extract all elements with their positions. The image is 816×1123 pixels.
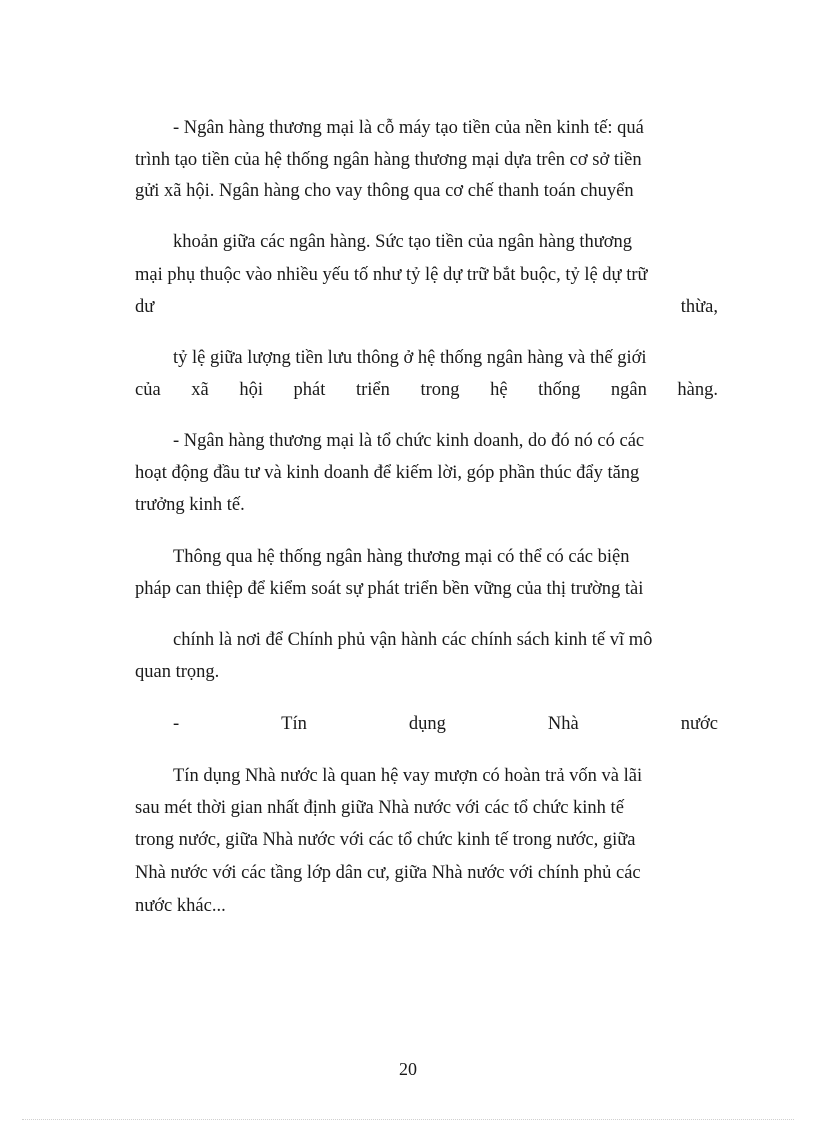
page-number: 20 [399, 1059, 417, 1079]
text-line: chính là nơi để Chính phủ vận hành các chính sách kinh tế vĩ mô [173, 630, 653, 650]
text-line: Thông qua hệ thống ngân hàng thương mại có thể có các biện [173, 547, 630, 567]
word: hội [239, 380, 263, 400]
word: - [173, 714, 180, 734]
text-line: Tín dụng Nhà nước là quan hệ vay mượn có hoàn trả vốn và lãi [173, 766, 643, 786]
page-edge-divider [22, 1119, 794, 1120]
text-line: trong nước, giữa Nhà nước với các tổ chức kinh tế trong nước, giữa [135, 830, 636, 850]
word: ngân [610, 380, 647, 400]
word: Tín [281, 714, 307, 734]
word: xã [191, 380, 209, 400]
word: dụng [408, 714, 446, 734]
text-line: sau mét thời gian nhất định giữa Nhà nước với các tổ chức kinh tế [135, 798, 624, 818]
word: Nhà [547, 714, 579, 734]
word: thừa, [680, 297, 718, 317]
word: của [135, 380, 161, 400]
text-line: - Ngân hàng thương mại là tổ chức kinh doanh, do đó nó có các [173, 431, 645, 451]
text-line: pháp can thiệp để kiểm soát sự phát triển bền vững của thị trường tài [135, 579, 644, 599]
text-line: khoản giữa các ngân hàng. Sức tạo tiền của ngân hàng thương [173, 232, 633, 252]
text-line: - Ngân hàng thương mại là cỗ máy tạo tiền của nền kinh tế: quá [173, 118, 644, 138]
word: hệ [490, 380, 508, 400]
word: nước [680, 714, 718, 734]
text-line: gửi xã hội. Ngân hàng cho vay thông qua cơ chế thanh toán chuyển [135, 181, 634, 201]
word: hàng. [677, 380, 718, 400]
word: triển [355, 380, 390, 400]
text-line: mại phụ thuộc vào nhiều yếu tố như tỷ lệ dự trữ bắt buộc, tỷ lệ dự trữ [135, 265, 648, 285]
text-line: tỷ lệ giữa lượng tiền lưu thông ở hệ thống ngân hàng và thế giới [173, 348, 647, 368]
text-line: quan trọng. [135, 662, 220, 682]
word: thống [538, 380, 581, 400]
word: dư [135, 297, 155, 317]
word: trong [420, 380, 460, 400]
text-line: trình tạo tiền của hệ thống ngân hàng thương mại dựa trên cơ sở tiền [135, 150, 642, 170]
word: phát [293, 380, 326, 400]
spread-line-du-thua [135, 295, 718, 319]
spread-line-tin-dung-heading [135, 712, 718, 736]
text-line: Nhà nước với các tầng lớp dân cư, giữa Nhà nước với chính phủ các [135, 863, 641, 883]
text-line: nước khác... [135, 896, 226, 916]
spread-line-cua-xa-hoi [135, 378, 718, 402]
text-line: hoạt động đầu tư và kinh doanh để kiếm lời, góp phần thúc đẩy tăng [135, 463, 640, 483]
text-line: trưởng kinh tế. [135, 495, 245, 515]
